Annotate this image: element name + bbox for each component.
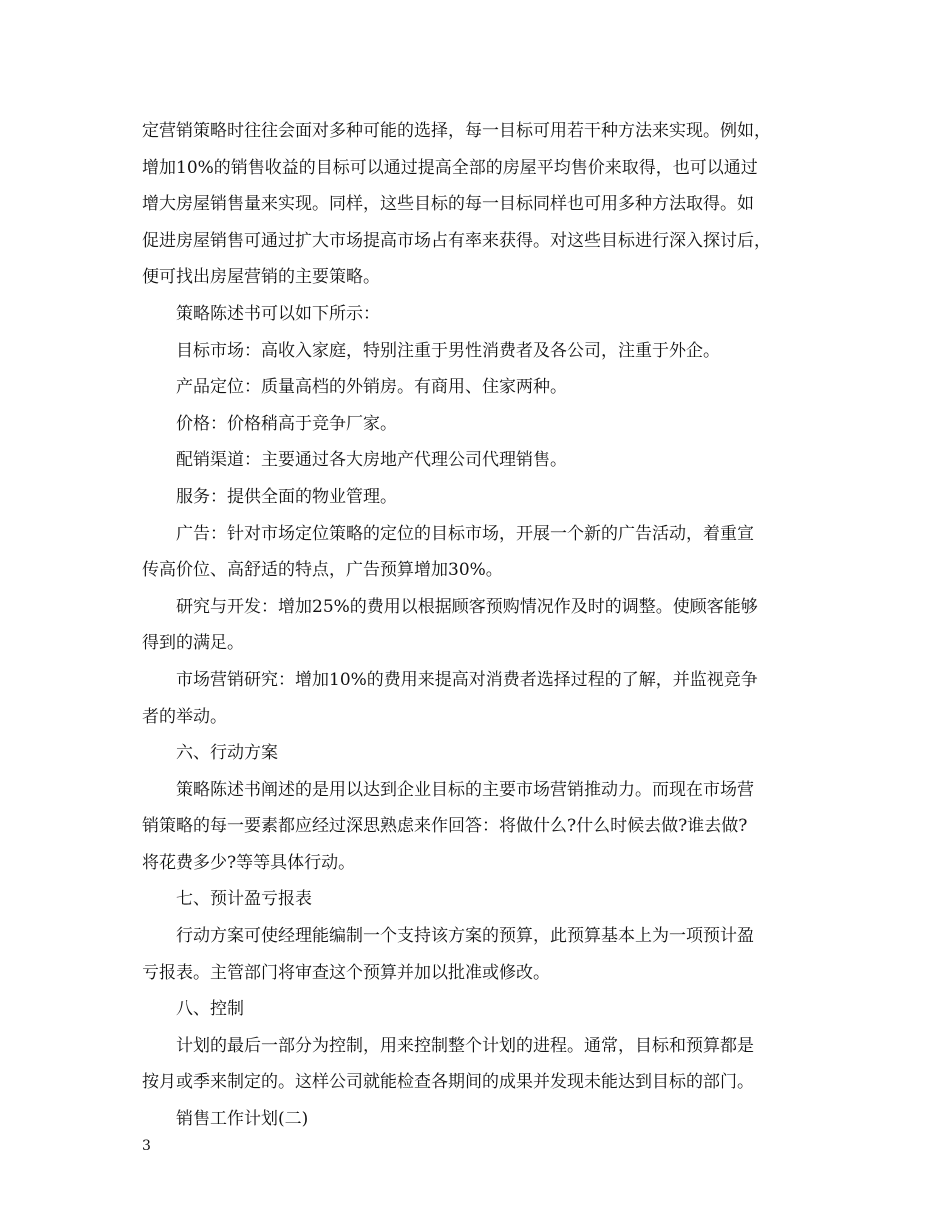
text-line: 服务：提供全面的物业管理。: [176, 486, 397, 507]
text-line: 销策略的每一要素都应经过深思熟虑来作回答：将做什么?什么时候去做?谁去做?: [142, 816, 748, 837]
text-line: 市场营销研究：增加10%的费用来提高对消费者选择过程的了解，并监视竞争: [176, 669, 758, 690]
text-line: 价格：价格稍高于竞争厂家。: [176, 413, 397, 434]
text-line: 便可找出房屋营销的主要策略。: [142, 267, 380, 288]
text-line: 广告：针对市场定位策略的定位的目标市场，开展一个新的广告活动，着重宣: [176, 523, 754, 544]
text-line: 策略陈述书可以如下所示：: [176, 303, 380, 324]
text-line: 研究与开发：增加25%的费用以根据顾客预购情况作及时的调整。使顾客能够: [176, 596, 758, 617]
text-line: 策略陈述书阐述的是用以达到企业目标的主要市场营销推动力。而现在市场营: [176, 779, 754, 800]
text-line: 配销渠道：主要通过各大房地产代理公司代理销售。: [176, 450, 567, 471]
text-line: 者的举动。: [142, 706, 227, 727]
text-line: 六、行动方案: [176, 743, 278, 764]
text-line: 计划的最后一部分为控制，用来控制整个计划的进程。通常，目标和预算都是: [176, 1035, 754, 1056]
text-line: 七、预计盈亏报表: [176, 889, 312, 910]
text-line: 目标市场：高收入家庭，特别注重于男性消费者及各公司，注重于外企。: [176, 340, 720, 361]
text-line: 产品定位：质量高档的外销房。有商用、住家两种。: [176, 377, 567, 398]
text-line: 定营销策略时往往会面对多种可能的选择，每一目标可用若干种方法来实现。例如，: [142, 121, 771, 141]
text-line: 得到的满足。: [142, 633, 244, 654]
text-line: 八、控制: [176, 999, 244, 1020]
text-line: 行动方案可使经理能编制一个支持该方案的预算，此预算基本上为一项预计盈: [176, 926, 754, 947]
text-line: 传高价位、高舒适的特点，广告预算增加30%。: [142, 560, 503, 581]
body-text: [142, 113, 814, 1138]
text-line: 增大房屋销售量来实现。同样，这些目标的每一目标同样也可用多种方法取得。如: [142, 194, 754, 215]
page-number: 3: [142, 1138, 151, 1154]
text-line: 增加10%的销售收益的目标可以通过提高全部的房屋平均售价来取得，也可以通过: [142, 157, 758, 178]
text-line: 亏报表。主管部门将审查这个预算并加以批准或修改。: [142, 962, 550, 983]
text-line: 促进房屋销售可通过扩大市场提高市场占有率来获得。对这些目标进行深入探讨后，: [142, 230, 771, 251]
text-line: 将花费多少?等等具体行动。: [142, 852, 356, 873]
text-line: 销售工作计划(二): [176, 1109, 309, 1130]
text-line: 按月或季来制定的。这样公司就能检查各期间的成果并发现未能达到目标的部门。: [142, 1072, 754, 1093]
